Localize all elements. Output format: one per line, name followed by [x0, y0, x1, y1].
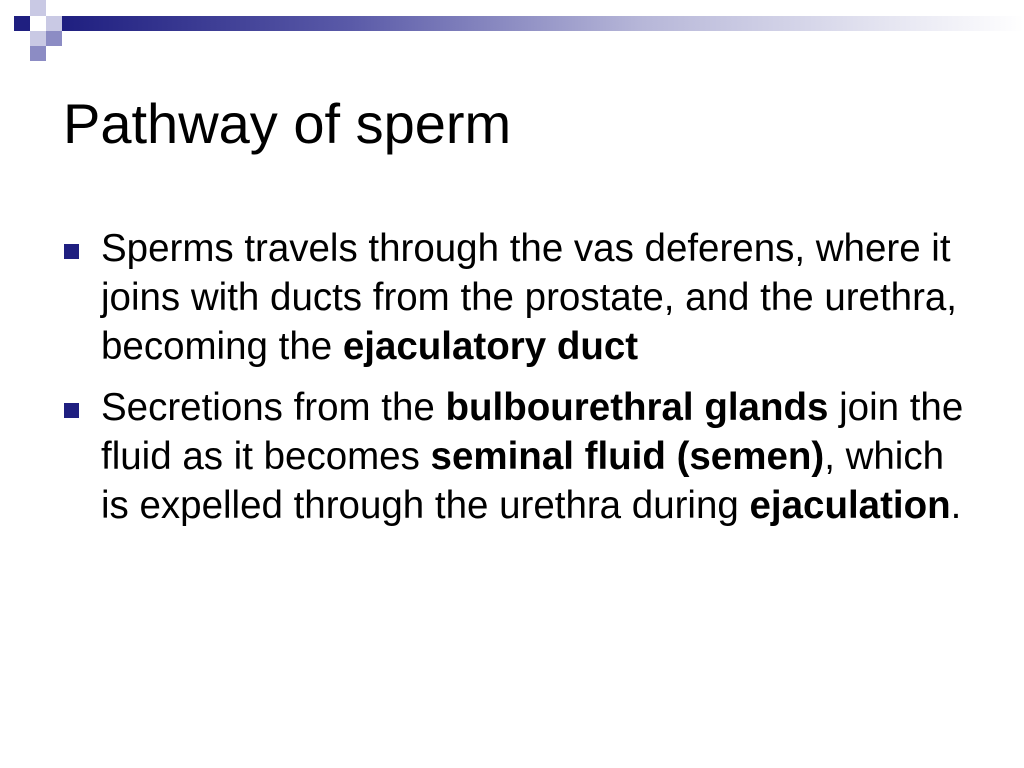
- bullet-text-segment: join the fluid as it becomes: [101, 386, 964, 478]
- decorative-square: [46, 31, 62, 46]
- decorative-square: [30, 31, 46, 46]
- bullet-text-segment: , which is expelled through the urethra during: [101, 435, 945, 527]
- decorative-square: [14, 16, 30, 31]
- bullet-item: [63, 383, 968, 530]
- bullet-bold-term: ejaculation: [749, 484, 951, 527]
- bullet-text-segment: Sperms travels through the vas deferens, where it joins with ducts from the prostate, and the urethra, becoming the: [101, 227, 958, 368]
- bullet-list: [63, 224, 968, 542]
- bullet-bold-term: bulbourethral glands: [445, 386, 829, 429]
- slide-title: Pathway of sperm: [63, 92, 512, 155]
- decorative-square: [46, 16, 62, 31]
- bullet-bold-term: ejaculatory duct: [342, 325, 639, 368]
- bullet-item: [63, 224, 968, 371]
- bullet-text-segment: .: [950, 484, 962, 527]
- header-gradient-bar: [62, 16, 1024, 31]
- square-bullet-icon: [64, 244, 79, 259]
- bullet-text-segment: Secretions from the: [101, 386, 446, 429]
- square-bullet-icon: [64, 403, 79, 418]
- decorative-square: [30, 0, 46, 16]
- decorative-square: [30, 46, 46, 61]
- bullet-bold-term: seminal fluid (semen): [430, 435, 825, 478]
